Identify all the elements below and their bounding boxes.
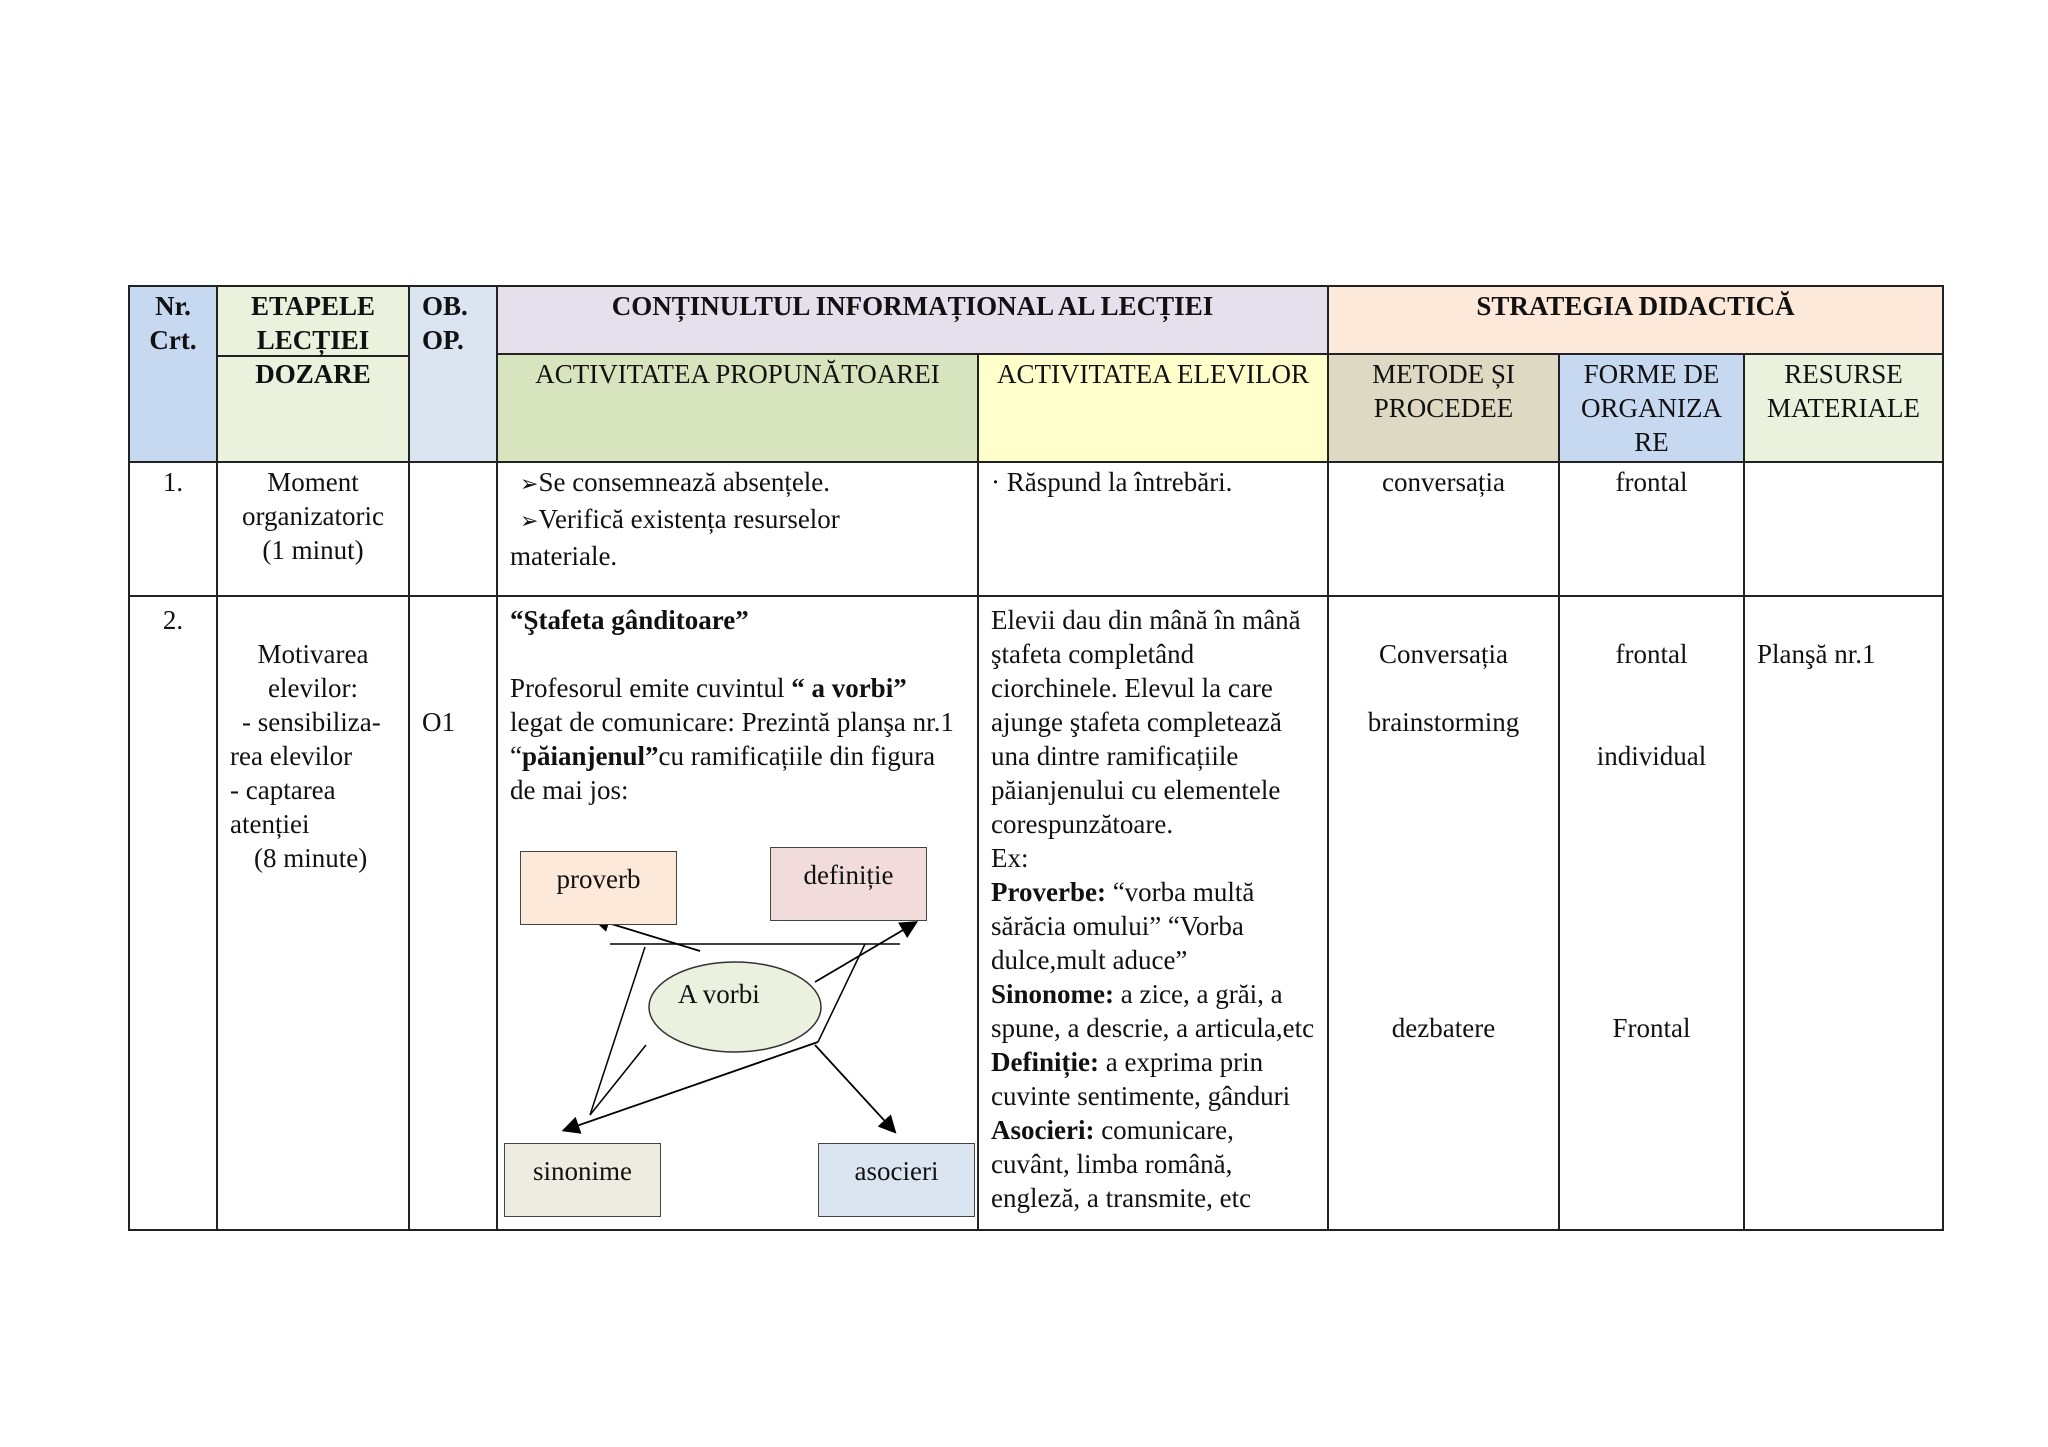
lesson-plan-table [128,285,1944,1231]
etapa-durata: (8 minute) [254,843,368,873]
etapa-title: Motivarea elevilor: [257,639,369,703]
prop-title: “Ştafeta gânditoare” [510,605,749,635]
header-activ-prop: ACTIVITATEA PROPUNĂTOAREI [497,354,978,462]
table-row [129,596,1943,1230]
elevi-proverbe: Proverbe: “vorba multă sărăcia omului” “Vorba dulce,mult aduce” [991,877,1255,975]
etapa-line: - captarea [230,775,336,805]
list-item: ➢Se consemnează absențele. [520,467,831,497]
diagram-center-label: A vorbi [678,979,760,1009]
prop-paragraph: Profesorul emite cuvintul “ a vorbi” legat de comunicare: Prezintă planşa nr.1 “păianjenul”cu ramificațiile din figura de mai jos: [510,673,954,805]
diagram-definitie-box: definiție [770,847,927,921]
header-nr: Nr. Crt. [129,286,217,462]
elevi-definitie: Definiție: a exprima prin cuvinte sentimente, gânduri [991,1047,1291,1111]
table-row [129,462,1943,596]
row-elevi: · Răspund la întrebări. [978,462,1328,596]
etapa-durata: (1 minut) [262,535,364,565]
diagram-sinonime-box: sinonime [504,1143,661,1217]
prop-tail: materiale. [510,541,618,571]
diagram-proverb-box: proverb [520,851,677,925]
arrow-bullet-icon: ➢ [520,472,539,497]
etapa-line: atenției [230,809,310,839]
header-etape: ETAPELE LECȚIEI [250,291,376,355]
row-etapa [217,462,409,596]
row-etapa [217,596,409,1230]
forma-item: Frontal [1612,1013,1691,1043]
metoda-item: dezbatere [1391,1013,1496,1043]
row-metode: conversația [1328,462,1559,596]
header-ob: OB. OP. [409,286,497,462]
header-continut: CONȚINULTUL INFORMAȚIONAL AL LECȚIEI [497,286,1328,354]
elevi-intro: Elevii dau din mână în mână ştafeta completând ciorchinele. Elevul la care ajunge ştafeta completează una dintre ramificațiile păianjenului cu elementele corespunzătoare. [991,605,1301,839]
resursa-item: Planşă nr.1 [1757,639,1876,669]
row-elevi [978,596,1328,1230]
header-forme: FORME DE ORGANIZA RE [1559,354,1744,462]
row-prop [497,462,978,596]
elevi-asocieri: Asocieri: comunicare, cuvânt, limba română, engleză, a transmite, etc [991,1115,1252,1213]
header-activ-elev: ACTIVITATEA ELEVILOR [978,354,1328,462]
metoda-item: brainstorming [1367,707,1520,737]
list-item: ➢Verifică existența resurselor [520,504,840,534]
etapa-label: Moment organizatoric [242,467,384,531]
row-nr: 2. [129,596,217,1230]
header-resurse: RESURSE MATERIALE [1744,354,1943,462]
prop-list [510,465,965,539]
forma-item: individual [1596,741,1707,771]
row-ob [409,596,497,1230]
ob-code: O1 [422,707,455,737]
header-dozare: DOZARE [218,355,408,391]
header-etape-cell [217,286,409,462]
row-prop [497,596,978,1230]
elevi-ex: Ex: [991,843,1029,873]
spider-diagram [510,847,980,1227]
header-strategia: STRATEGIA DIDACTICĂ [1328,286,1943,354]
etapa-line: rea elevilor [230,741,353,771]
arrow-bullet-icon: ➢ [520,509,539,534]
diagram-asocieri-box: asocieri [818,1143,975,1217]
row-forme: frontal [1559,462,1744,596]
row-nr: 1. [129,462,217,596]
row-ob [409,462,497,596]
forma-item: frontal [1615,639,1688,669]
row-forme [1559,596,1744,1230]
row-resurse [1744,462,1943,596]
row-resurse [1744,596,1943,1230]
header-row-1 [129,286,1943,354]
header-metode: METODE ȘI PROCEDEE [1328,354,1559,462]
row-metode [1328,596,1559,1230]
etapa-line: - sensibiliza- [242,707,381,737]
elevi-sinonime: Sinonome: a zice, a grăi, a spune, a descrie, a articula,etc [991,979,1315,1043]
metoda-item: Conversația [1379,639,1508,669]
